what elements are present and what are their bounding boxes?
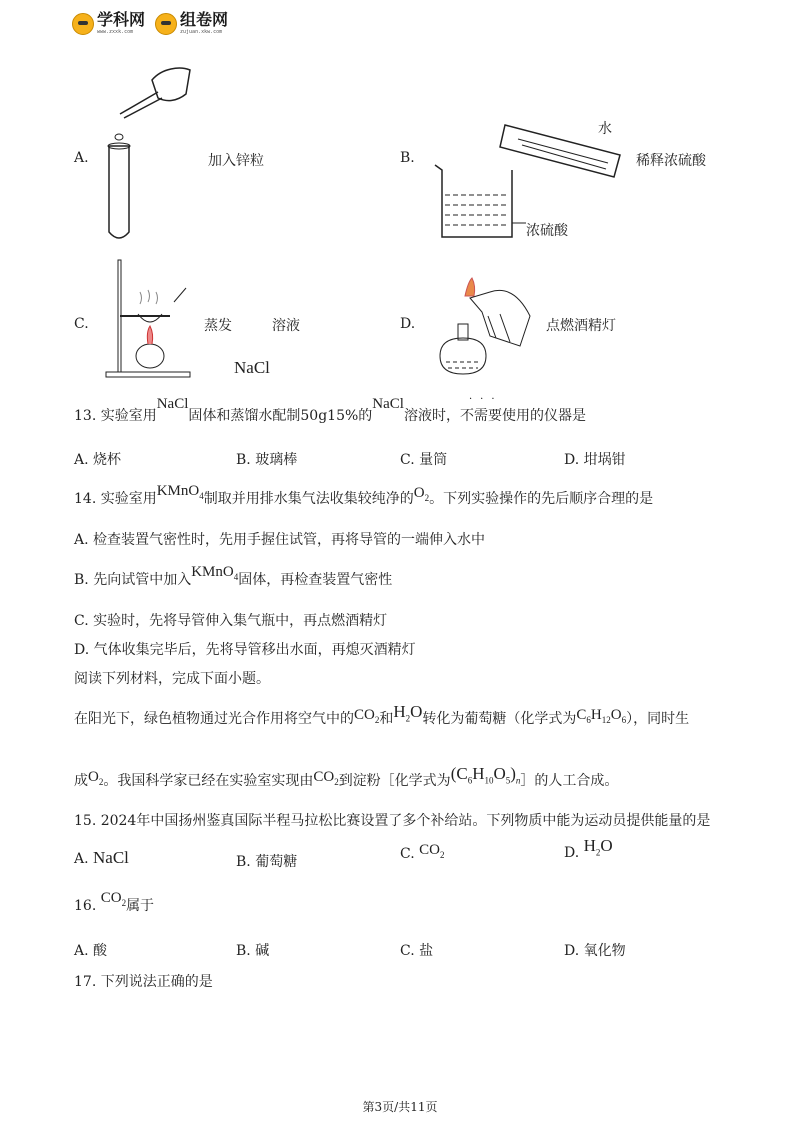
logo-zujuan[interactable]: 组卷网 zujuan.xkw.com xyxy=(155,12,228,35)
q17-stem: 17. 下列说法正确的是 xyxy=(74,974,213,990)
q16-option-a[interactable]: A. 酸 xyxy=(74,943,108,959)
q13-option-c[interactable]: C. 量筒 xyxy=(400,452,448,468)
q15-option-b[interactable]: B. 葡萄糖 xyxy=(236,854,298,870)
q13-option-d[interactable]: D. 坩埚钳 xyxy=(564,452,626,468)
q14-chem-kmno4: KMnO$_4$ xyxy=(156,483,204,501)
q13-option-a[interactable]: A. 烧杯 xyxy=(74,452,122,468)
q16-option-d[interactable]: D. 氧化物 xyxy=(564,943,626,959)
evaporation-diagram xyxy=(100,256,200,380)
q12-c-nacl-label: NaCl xyxy=(234,358,270,377)
q16-stem: 16. $CO_2$属于 xyxy=(74,890,155,914)
q12-b-water-label: 水 xyxy=(598,121,612,137)
q13-option-b[interactable]: B. 玻璃棒 xyxy=(236,452,298,468)
q12-option-a-letter: A. xyxy=(74,150,89,166)
q14-option-d[interactable]: D. 气体收集完毕后，先将导管移出水面，再熄灭酒精灯 xyxy=(74,642,416,658)
q14-b-chem-kmno4: KMnO$_4$ xyxy=(191,564,239,582)
q13-chem1: NaCl xyxy=(156,396,189,412)
q14-option-a[interactable]: A. 检查装置气密性时，先用手握住试管，再将导管的一端伸入水中 xyxy=(74,532,486,548)
q15-option-c[interactable]: C. $CO_2$ xyxy=(400,842,445,862)
q13-chem2: NaCl xyxy=(372,396,404,412)
mascot-icon xyxy=(72,13,94,35)
page-footer: 第3页/共11页 xyxy=(362,1100,438,1114)
q12-option-c-label2: 溶液 xyxy=(272,318,300,334)
q12-option-d-letter: D. xyxy=(400,316,416,332)
header-logos xyxy=(72,12,228,35)
q14-option-c[interactable]: C. 实验时，先将导管伸入集气瓶中，再点燃酒精灯 xyxy=(74,613,388,629)
q13-stem: 13. 实验室用NaCl固体和蒸馏水配制50g15%的NaCl溶液时，不需要使用的仪器是 xyxy=(74,396,586,424)
reading-paragraph-line2: 成$O_2$。我国科学家已经在实验室实现由$CO_2$到淀粉［化学式为$(C_6H_{10}O_5)_n]$的人工合成。 xyxy=(74,764,619,789)
q15-option-a[interactable]: A. NaCl xyxy=(74,848,129,867)
emphasis-dots: ··· xyxy=(469,394,503,405)
q12-option-d-label: 点燃酒精灯 xyxy=(546,318,616,334)
reading-paragraph-line1: 在阳光下，绿色植物通过光合作用将空气中的$CO_2$和$H_2O$转化为葡萄糖（化学式为$C_6H_{12}O_6$），同时生 xyxy=(74,702,690,727)
mascot-icon xyxy=(155,13,177,35)
q15-stem: 15. 2024年中国扬州鉴真国际半程马拉松比赛设置了多个补给站。下列物质中能为运动员提供能量的是 xyxy=(74,813,711,829)
logo-zxxk[interactable]: 学科网 www.zxxk.com xyxy=(72,12,145,35)
q16-option-c[interactable]: C. 盐 xyxy=(400,943,434,959)
q14-stem: 14. 实验室用KMnO$_4$制取并用排水集气法收集较纯净的$O_2$。下列实验操作的先后顺序合理的是 xyxy=(74,483,654,507)
q12-option-b-label: 稀释浓硫酸 xyxy=(636,153,706,169)
q16-option-b[interactable]: B. 碱 xyxy=(236,943,270,959)
light-alcohol-lamp-diagram xyxy=(430,276,540,380)
test-tube-tweezers-diagram xyxy=(100,62,200,242)
reading-intro: 阅读下列材料，完成下面小题。 xyxy=(74,671,270,687)
q12-option-b-letter: B. xyxy=(400,150,415,166)
q12-option-c-letter: C. xyxy=(74,316,89,332)
q12-b-acid-label: 浓硫酸 xyxy=(526,223,568,239)
q12-option-c-label1: 蒸发 xyxy=(204,318,232,334)
q12-option-a-label: 加入锌粒 xyxy=(208,153,264,169)
q15-option-d[interactable]: D. $H_2O$ xyxy=(564,836,613,861)
q14-option-b[interactable]: B. 先向试管中加入KMnO$_4$固体，再检查装置气密性 xyxy=(74,564,393,588)
q14-chem-o2: $O_2$ xyxy=(413,485,430,503)
